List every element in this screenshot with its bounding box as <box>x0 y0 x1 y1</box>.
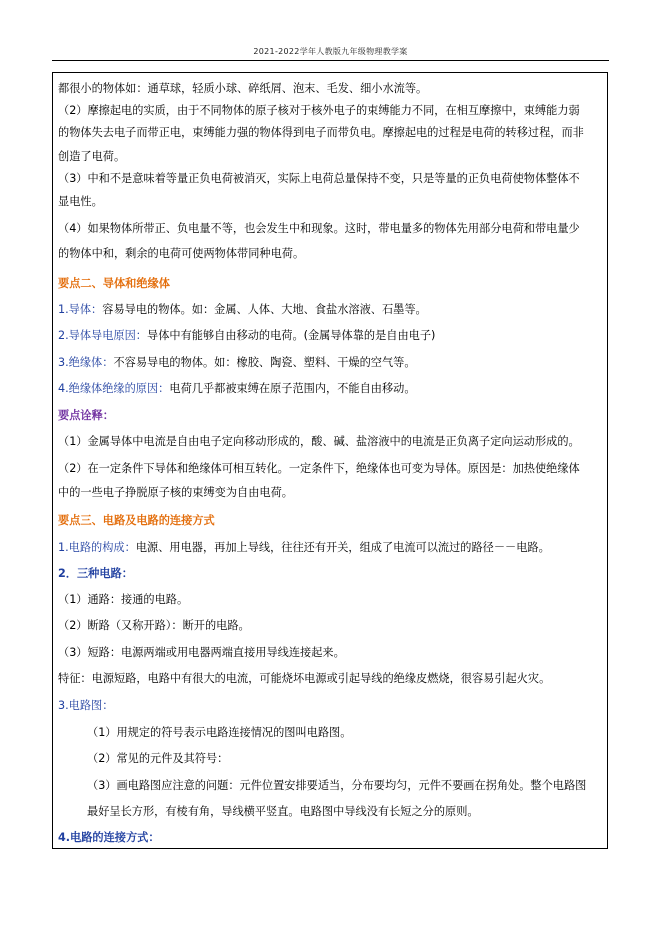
definition-text: 电荷几乎都被束缚在原子范围内，不能自由移动。 <box>169 382 416 395</box>
text-line: 都很小的物体如：通草球，轻质小球、碎纸屑、泡末、毛发、细小水流等。 <box>58 82 428 95</box>
text-line: （2）在一定条件下导体和绝缘体可相互转化。一定条件下，绝缘体也可变为导体。原因是：加热使绝缘体 <box>58 462 580 475</box>
definition-conductor <box>58 302 427 317</box>
text-line: 特征：电源短路，电路中有很大的电流，可能烧坏电源或引起导线的绝缘皮燃烧，很容易引起火灾。 <box>58 672 551 685</box>
definition-text: 导体中有能够自由移动的电荷。(金属导体靠的是自由电子) <box>147 329 436 342</box>
text-line: 创造了电荷。 <box>58 150 126 163</box>
text-line: （2）摩擦起电的实质，由于不同物体的原子核对于核外电子的束缚能力不同，在相互摩擦中，束缚能力弱 <box>58 104 580 117</box>
definition-conduction-cause <box>58 328 435 343</box>
definition-text: 容易导电的物体。如：金属、人体、大地、食盐水溶液、石墨等。 <box>102 303 427 316</box>
text-line: （1）金属导体中电流是自由电子定向移动形成的，酸、碱、盐溶液中的电流是正负离子定向运动形成的。 <box>58 435 580 448</box>
text-line: （1）通路：接通的电路。 <box>58 593 189 606</box>
term: 1.电路的构成： <box>58 541 136 554</box>
definition-text: 电源、用电器，再加上导线，往往还有开关，组成了电流可以流过的路径－－电路。 <box>135 541 550 554</box>
term: 4.绝缘体绝缘的原因： <box>58 382 170 395</box>
subheading-connection-methods: 4.电路的连接方式： <box>58 831 160 844</box>
text-line: （1）用规定的符号表示电路连接情况的图叫电路图。 <box>87 726 352 739</box>
text-line: （2）常见的元件及其符号： <box>87 752 229 765</box>
text-line: 显电性。 <box>58 195 103 208</box>
text-line: 中的一些电子挣脱原子核的束缚变为自由电荷。 <box>58 486 293 499</box>
term: 3.绝缘体： <box>58 356 114 369</box>
section-heading-3: 要点三、电路及电路的连接方式 <box>58 514 215 527</box>
text-line: 的物体失去电子而带正电，束缚能力强的物体得到电子而带负电。摩擦起电的过程是电荷的转移过程，而非 <box>58 126 584 139</box>
text-line: （4）如果物体所带正、负电量不等，也会发生中和现象。这时，带电量多的物体先用部分电荷和带电量少 <box>58 222 580 235</box>
definition-text: 不容易导电的物体。如：橡胶、陶瓷、塑料、干燥的空气等。 <box>113 356 416 369</box>
text-line: 的物体中和，剩余的电荷可使两物体带同种电荷。 <box>58 247 305 260</box>
header-rule <box>52 60 609 61</box>
term: 2.导体导电原因： <box>58 329 147 342</box>
subheading-circuit-diagram: 3.电路图： <box>58 699 114 712</box>
subheading-three-circuits: 2．三种电路： <box>58 567 133 580</box>
text-line: （3）中和不是意味着等量正负电荷被消灭，实际上电荷总量保持不变，只是等量的正负电荷使物体整体不 <box>58 172 580 185</box>
definition-insulator <box>58 355 416 370</box>
note-heading: 要点诠释： <box>58 409 114 422</box>
section-heading-2: 要点二、导体和绝缘体 <box>58 277 170 290</box>
text-line: 最好呈长方形，有棱有角，导线横平竖直。电路图中导线没有长短之分的原则。 <box>87 805 479 818</box>
text-line: （2）断路（又称开路）：断开的电路。 <box>58 619 250 632</box>
page-header: 2021-2022学年人教版九年级物理教学案 <box>253 47 408 56</box>
text-line: （3）画电路图应注意的问题：元件位置安排要适当，分布要均匀，元件不要画在拐角处。整个电路图 <box>87 779 587 792</box>
term: 1.导体： <box>58 303 103 316</box>
definition-insulation-cause <box>58 381 416 396</box>
text-line: （3）短路：电源两端或用电器两端直接用导线连接起来。 <box>58 646 345 659</box>
content-box <box>52 72 608 849</box>
definition-circuit <box>58 540 550 555</box>
